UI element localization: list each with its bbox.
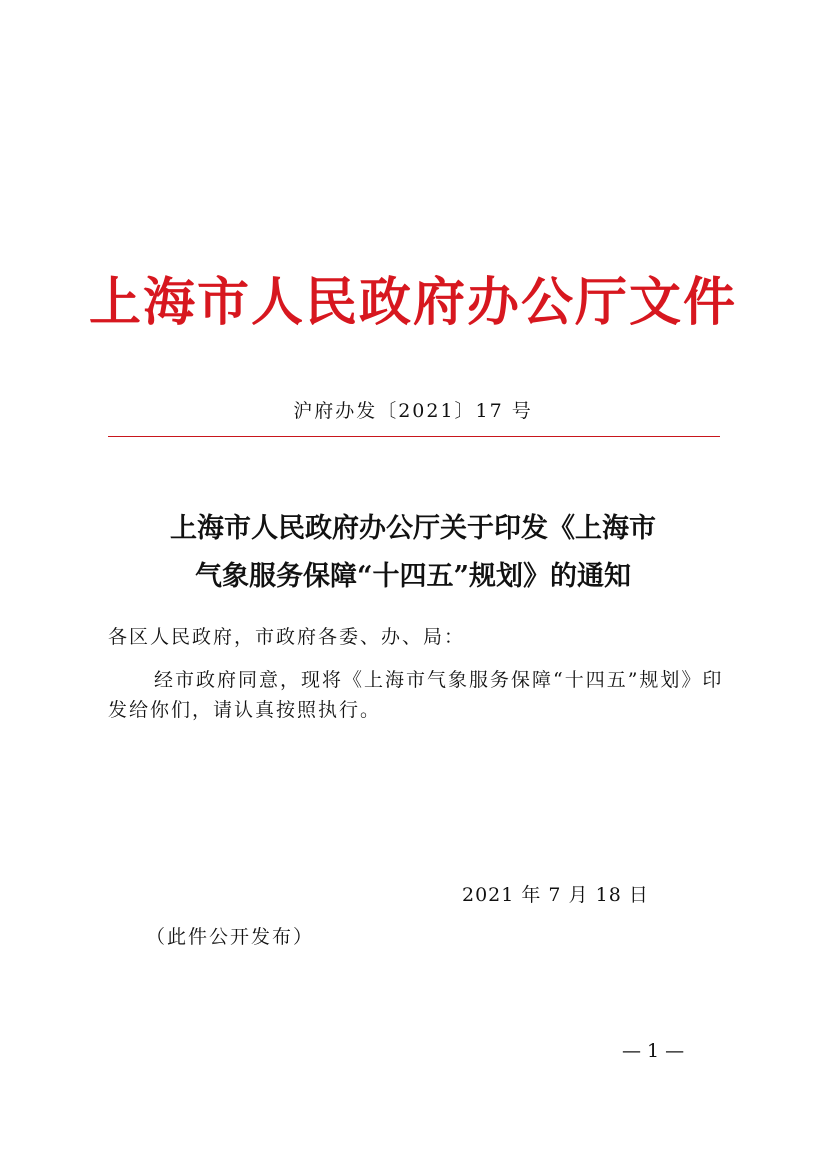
red-divider-rule [108, 436, 720, 437]
addressee: 各区人民政府，市政府各委、办、局： [108, 626, 466, 648]
body-line-1: 经市政府同意，现将《上海市气象服务保障“十四五”规划》印 [154, 669, 724, 691]
document-number: 沪府办发〔2021〕17 号 [293, 400, 533, 422]
notice-title-line-2: 气象服务保障“十四五”规划》的通知 [194, 561, 632, 592]
notice-title [0, 505, 826, 601]
notice-title-line-1: 上海市人民政府办公厅关于印发《上海市 [170, 513, 656, 544]
issue-date: 2021 年 7 月 18 日 [462, 884, 649, 906]
publish-note: （此件公开发布） [146, 926, 315, 948]
body-line-2: 发给你们，请认真按照执行。 [108, 699, 382, 721]
page-number: — 1 — [622, 1040, 685, 1062]
issuer-header-title: 上海市人民政府办公厅文件 [88, 272, 737, 333]
body-paragraph [108, 665, 724, 725]
